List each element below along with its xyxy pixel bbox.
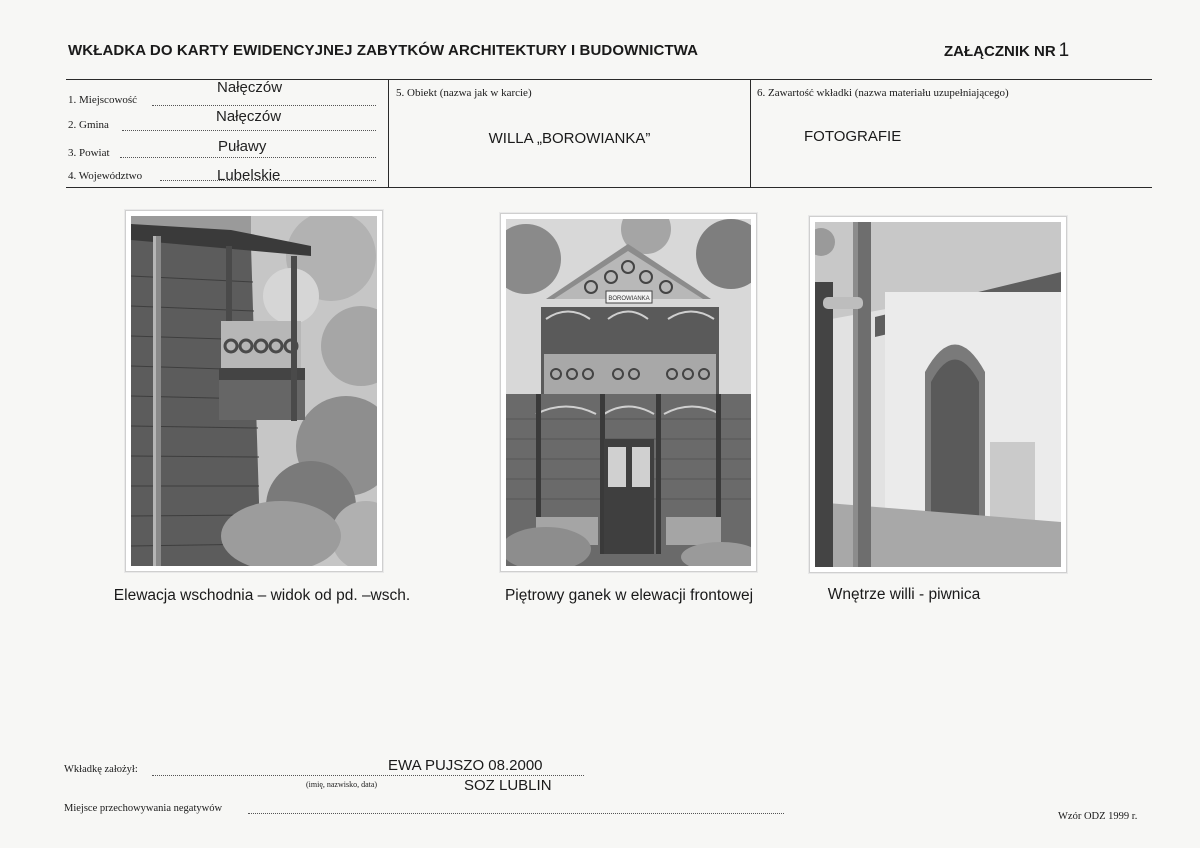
contents-label: 6. Zawartość wkładki (nazwa materiału uzupełniającego) [757, 87, 1009, 99]
commune-value: Nałęczów [216, 108, 282, 125]
contents-value: FOTOGRAFIE [804, 128, 902, 145]
object-value: WILLA „BOROWIANKA” [488, 130, 651, 147]
commune-label: 2. Gmina [68, 119, 109, 131]
document-title: WKŁADKA DO KARTY EWIDENCYJNEJ ZABYTKÓW ARCHITEKTURY I BUDOWNICTWA [68, 42, 699, 59]
voivodeship-value: Lubelskie [217, 167, 281, 184]
locality-label: 1. Miejscowość [68, 94, 138, 106]
caption-cellar: Wnętrze willi - piwnica [827, 586, 981, 603]
institution-value: SOZ LUBLIN [464, 777, 552, 794]
photo-cellar [809, 216, 1067, 573]
annex-label [944, 40, 1069, 62]
created-by-hint: (imię, nazwisko, data) [306, 780, 378, 789]
object-label: 5. Obiekt (nazwa jak w karcie) [396, 87, 532, 99]
negatives-label: Miejsce przechowywania negatywów [64, 803, 223, 814]
photo-east-elevation [125, 210, 383, 572]
photo-front-porch [500, 213, 757, 572]
form-model: Wzór ODZ 1999 r. [1058, 811, 1138, 822]
photo-east-elevation-image [131, 216, 377, 566]
county-value: Puławy [218, 138, 267, 155]
photo-front-porch-image [506, 219, 751, 566]
voivodeship-label: 4. Województwo [68, 170, 143, 182]
header-bottom-rule [66, 187, 1152, 188]
annex-number: 1 [1058, 40, 1070, 61]
locality-dotted-line [152, 105, 376, 106]
caption-front-porch: Piętrowy ganek w elewacji frontowej [504, 587, 754, 604]
created-by-label: Wkładkę założył: [64, 764, 138, 775]
created-by-dotted-line [152, 775, 584, 776]
county-label: 3. Powiat [68, 147, 110, 159]
photo-cellar-image [815, 222, 1061, 567]
annex-label-text: ZAŁĄCZNIK NR [944, 43, 1056, 60]
locality-value: Nałęczów [217, 79, 283, 96]
created-by-value: EWA PUJSZO 08.2000 [388, 757, 543, 774]
column-divider-2 [750, 80, 751, 187]
caption-east-elevation: Elewacja wschodnia – widok od pd. –wsch. [113, 587, 411, 604]
county-dotted-line [120, 157, 376, 158]
negatives-dotted-line [248, 813, 784, 814]
porch-sign: BOROWIANKA [608, 296, 650, 302]
commune-dotted-line [122, 130, 376, 131]
